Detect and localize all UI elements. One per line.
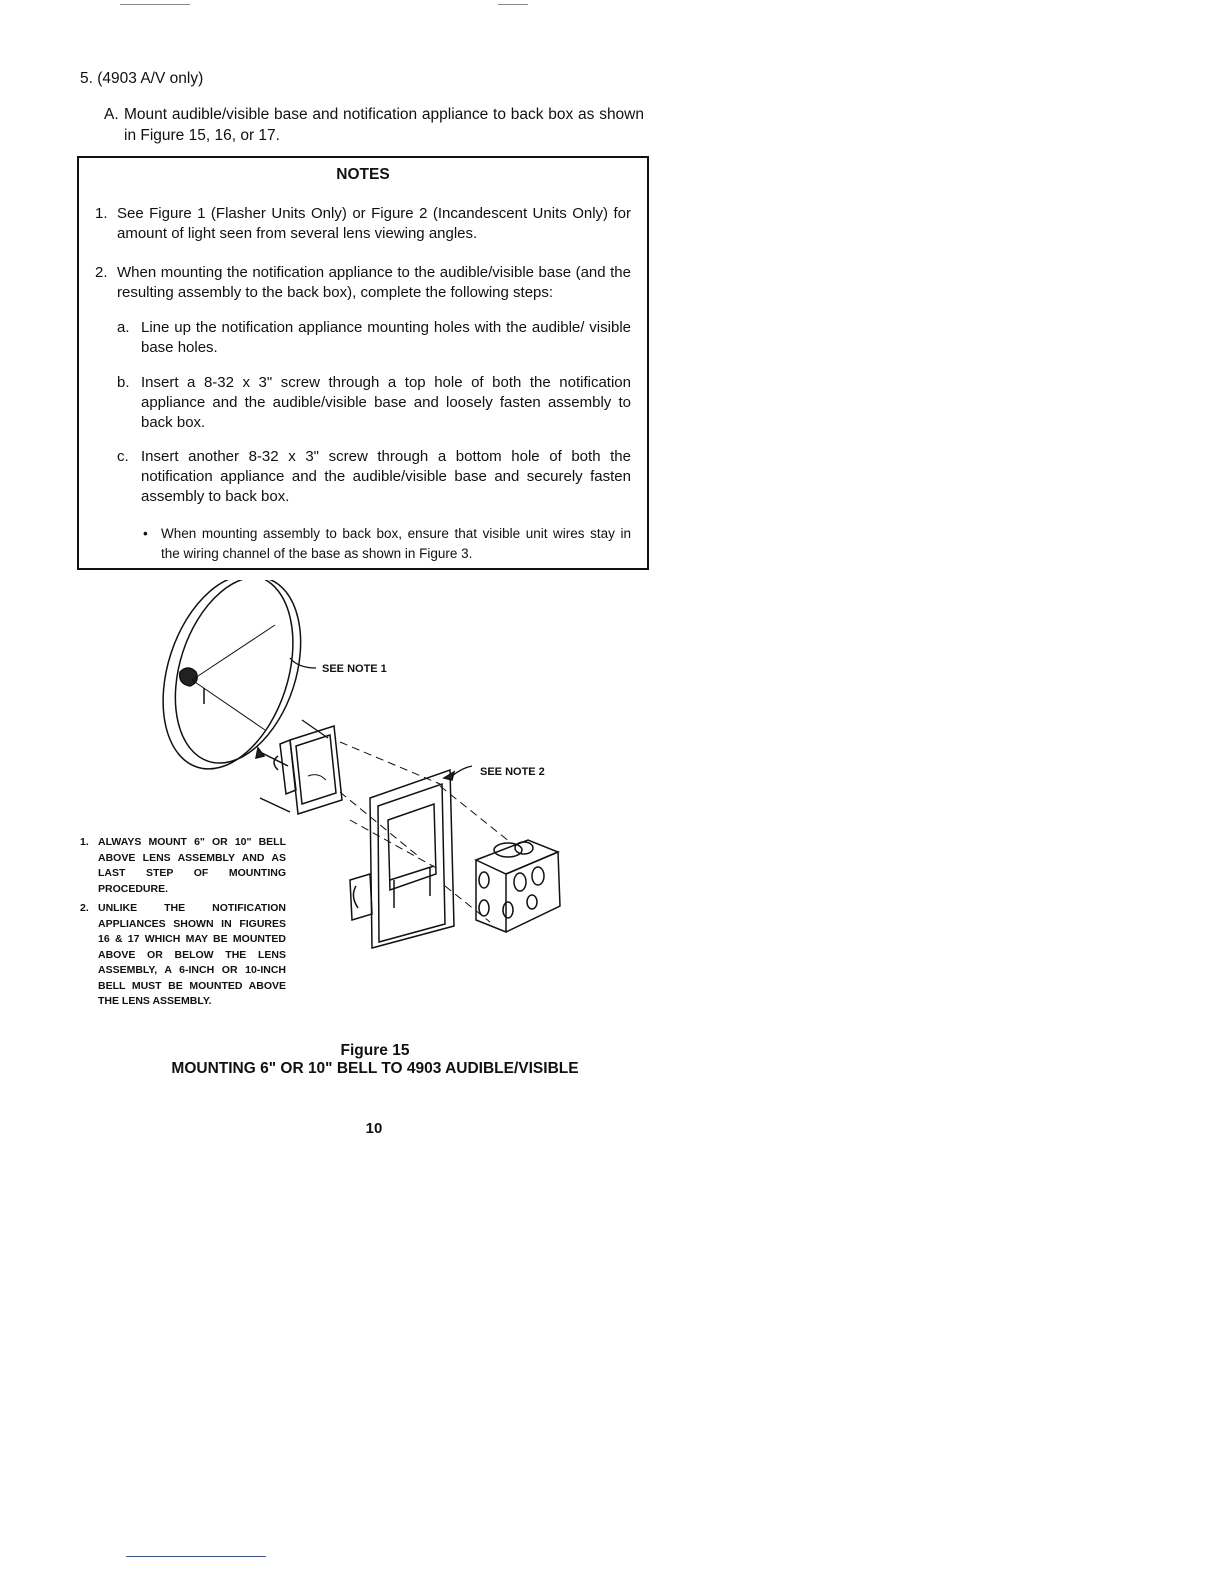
step-heading (80, 68, 203, 89)
back-box-icon (476, 840, 560, 932)
figure-notes (80, 835, 286, 1014)
step-number: 5. (80, 70, 93, 87)
subnote-text: Insert another 8-32 x 3" screw through a bottom hole of both the notification appliance and the audible/visible base and securely fasten assembly to back box. (141, 448, 631, 505)
note-number: 2. (95, 264, 108, 281)
step-title: (4903 A/V only) (97, 70, 204, 87)
page-number: 10 (365, 1120, 383, 1137)
substep-text: Mount audible/visible base and notification appliance to back box as shown in Figure 15, 16, or 17. (124, 106, 644, 144)
bell-icon (140, 580, 323, 786)
subnote-label: b. (117, 374, 130, 391)
subnote-label: a. (117, 319, 130, 336)
scan-mark (120, 4, 190, 5)
figure-note-1 (80, 835, 286, 897)
figure-note-number: 1. (80, 836, 89, 848)
substep-a (104, 104, 644, 146)
notes-box (77, 156, 649, 570)
note-number: 1. (95, 205, 108, 222)
subnote-text: Insert a 8-32 x 3" screw through a top hole of both the notification appliance and the audible/visible base and loosely fasten assembly to back box. (141, 374, 631, 431)
figure-note-text: ALWAYS MOUNT 6" OR 10" BELL ABOVE LENS ASSEMBLY AND AS LAST STEP OF MOUNTING PROCEDURE. (98, 836, 286, 895)
note-text: See Figure 1 (Flasher Units Only) or Figure 2 (Incandescent Units Only) for amount of light seen from several lens viewing angles. (117, 205, 631, 242)
callout-see-note-1: SEE NOTE 1 (322, 663, 387, 675)
scan-mark (498, 4, 528, 5)
note-2b (117, 373, 631, 433)
notes-title: NOTES (336, 166, 390, 183)
figure-note-number: 2. (80, 902, 89, 914)
audible-visible-base (350, 770, 454, 948)
subnote-text: Line up the notification appliance mounting holes with the audible/ visible base holes. (141, 319, 631, 356)
figure-caption-label: Figure 15 (340, 1042, 410, 1059)
figure-note-text: UNLIKE THE NOTIFICATION APPLIANCES SHOWN IN FIGURES 16 & 17 WHICH MAY BE MOUNTED ABOVE OR BELOW THE LENS ASSEMBLY, A 6-INCH OR 10-INCH BELL MUST BE MOUNTED ABOVE THE LENS ASSEMBLY. (98, 902, 286, 1007)
note-bullet (143, 524, 631, 564)
note-text: When mounting the notification appliance to the audible/visible base (and the resulting assembly to the back box), complete the following steps: (117, 264, 631, 301)
note-2 (95, 263, 631, 303)
note-1 (95, 204, 631, 244)
lens-assembly (274, 726, 342, 814)
figure-caption-title: MOUNTING 6" OR 10" BELL TO 4903 AUDIBLE/VISIBLE (171, 1060, 579, 1077)
footer-rule (126, 1556, 266, 1557)
substep-label: A. (104, 106, 119, 123)
figure-note-2 (80, 901, 286, 1010)
bullet-mark: • (143, 526, 148, 541)
subnote-label: c. (117, 448, 129, 465)
callout-see-note-2: SEE NOTE 2 (480, 766, 545, 778)
note-2c (117, 447, 631, 507)
bullet-text: When mounting assembly to back box, ensure that visible unit wires stay in the wiring channel of the base as shown in Figure 3. (161, 526, 631, 561)
note-2a (117, 318, 631, 358)
